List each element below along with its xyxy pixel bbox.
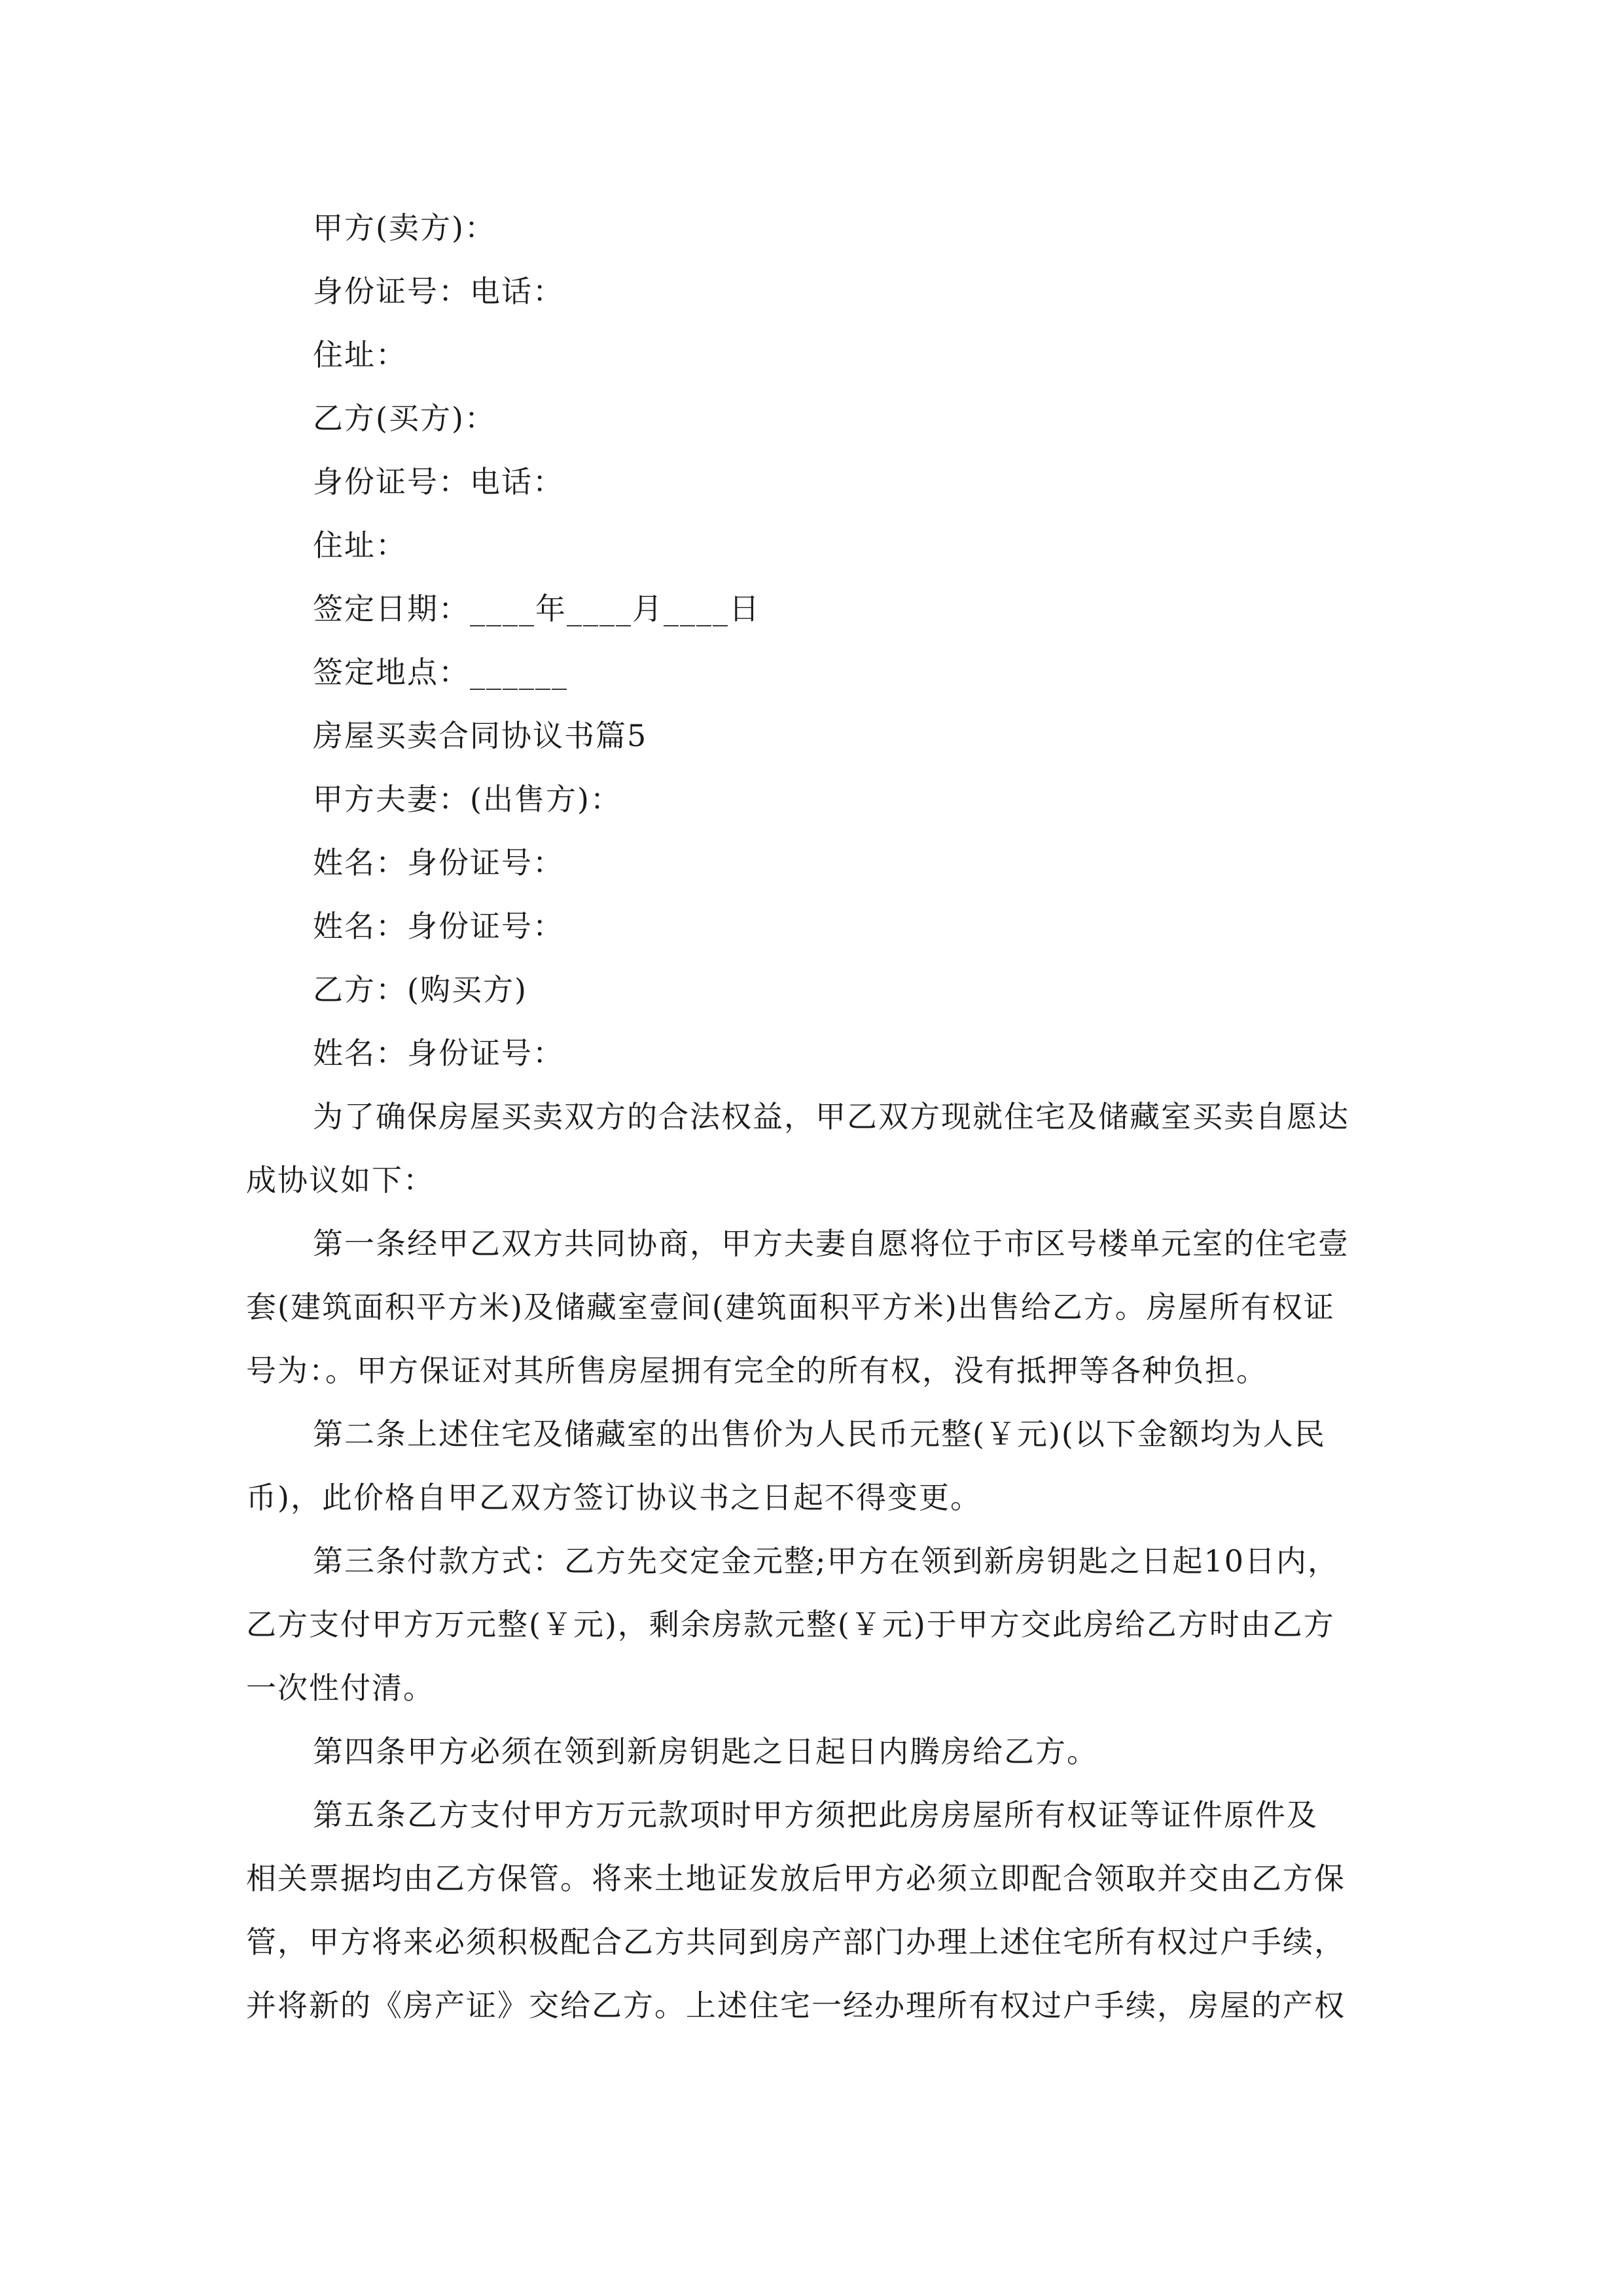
paragraph-line: 为了确保房屋买卖双方的合法权益，甲乙双方现就住宅及储藏室买卖自愿达 (313, 1099, 1349, 1134)
paragraph-line: 相关票据均由乙方保管。将来土地证发放后甲方必须立即配合领取并交由乙方保 (246, 1861, 1346, 1896)
article2-paragraph (246, 1403, 1385, 1530)
buyer-id-phone-line: 身份证号：电话： (313, 464, 564, 499)
paragraph-line: 一次性付清。 (246, 1670, 435, 1706)
document-body (246, 196, 1385, 2037)
seller-address-line: 住址： (313, 337, 407, 372)
sign-place-line: 签定地点：______ (313, 655, 568, 690)
party-a-line: 甲方夫妻：(出售方)： (313, 781, 622, 817)
paragraph-line: 第三条付款方式：乙方先交定金元整;甲方在领到新房钥匙之日起10日内， (313, 1543, 1340, 1579)
paragraph-line: 第五条乙方支付甲方万元款项时甲方须把此房房屋所有权证等证件原件及 (313, 1797, 1318, 1833)
article1-paragraph (246, 1212, 1385, 1403)
paragraph-line: 套(建筑面积平方米)及储藏室壹间(建筑面积平方米)出售给乙方。房屋所有权证 (246, 1289, 1335, 1325)
seller-id-phone-line: 身份证号：电话： (313, 274, 564, 309)
party-a-person1-line: 姓名：身份证号： (313, 845, 564, 880)
article3-paragraph (246, 1530, 1385, 1720)
article4-paragraph (246, 1720, 1385, 1784)
buyer-address-line: 住址： (313, 528, 407, 563)
paragraph-line: 号为：。甲方保证对其所售房屋拥有完全的所有权，没有抵押等各种负担。 (246, 1353, 1268, 1388)
party-b-person-line: 姓名：身份证号： (313, 1035, 564, 1071)
paragraph-line: 成协议如下： (246, 1162, 435, 1198)
buyer-line: 乙方(买方)： (313, 401, 496, 436)
intro-paragraph (246, 1085, 1385, 1212)
paragraph-line: 第四条甲方必须在领到新房钥匙之日起日内腾房给乙方。 (313, 1734, 1098, 1769)
party-a-person2-line: 姓名：身份证号： (313, 908, 564, 944)
paragraph-line: 管，甲方将来必须积极配合乙方共同到房产部门办理上述住宅所有权过户手续， (246, 1924, 1346, 1960)
seller-line: 甲方(卖方)： (313, 210, 496, 245)
party-b-line: 乙方：(购买方) (313, 972, 527, 1007)
article5-paragraph (246, 1784, 1385, 2037)
sign-date-line: 签定日期：____年____月____日 (313, 591, 760, 626)
paragraph-line: 第二条上述住宅及储藏室的出售价为人民币元整(￥元)(以下金额均为人民 (313, 1416, 1326, 1452)
paragraph-line: 币)，此价格自甲乙双方签订协议书之日起不得变更。 (246, 1480, 982, 1515)
section-title: 房屋买卖合同协议书篇5 (313, 718, 648, 753)
paragraph-line: 乙方支付甲方万元整(￥元)，剩余房款元整(￥元)于甲方交此房给乙方时由乙方 (246, 1607, 1335, 1642)
paragraph-line: 第一条经甲乙双方共同协商，甲方夫妻自愿将位于市区号楼单元室的住宅壹 (313, 1226, 1349, 1261)
paragraph-line: 并将新的《房产证》交给乙方。上述住宅一经办理所有权过户手续，房屋的产权 (246, 1988, 1346, 2023)
